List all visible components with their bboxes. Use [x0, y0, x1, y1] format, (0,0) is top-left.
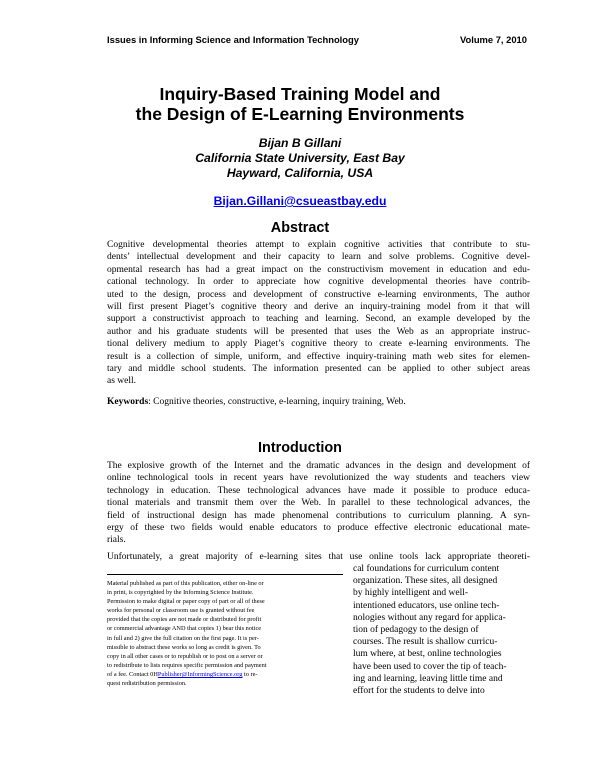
intro-line: tional materials and transmit them over the Web. In parallel to these technological advances, the	[107, 498, 530, 509]
footnote-line: or commercial advantage AND that copies 1) bear this notice	[107, 625, 262, 633]
intro-line: online technological tools in recent years have revolutionized the way students and teachers view	[107, 473, 530, 484]
footnote-text: of a fee. Contact 0H	[107, 670, 158, 678]
abstract-line: cational technology. In order to appreciate how cognitive developmental theories have contrib-	[107, 277, 530, 288]
author-name: Bijan B Gillani	[258, 136, 342, 150]
introduction-heading: Introduction	[258, 440, 342, 456]
abstract-line: author and his graduate students will be presented that uses the Web as an appropriate instruc-	[107, 326, 530, 337]
intro-line: The explosive growth of the Internet and the dramatic advances in the design and development of	[107, 461, 530, 471]
intro-line: field of instructional design has made phenomenal contributions to curriculum planning. A syn-	[107, 510, 530, 521]
keywords-text: : Cognitive theories, constructive, e-learning, inquiry training, Web.	[148, 397, 406, 407]
intro-line: Unfortunately, a great majority of e-learning sites that use online tools lack appropriate theoreti-	[107, 552, 530, 562]
author-block	[0, 136, 600, 181]
abstract-line: opmental research has had a great impact on the constructivism movement in education and edu-	[107, 264, 530, 275]
intro-line: ergy of these two fields would enable educators to produce effective electronic educational mate-	[107, 523, 530, 534]
abstract-line: uted to the design, process and development of constructive e-learning environments, The author	[107, 289, 530, 300]
intro-line: technology in education. These technological advances have made it possible to produce educa-	[107, 485, 530, 496]
author-affiliation: California State University, East Bay	[195, 151, 405, 165]
journal-name: Issues in Informing Science and Information Technology	[107, 34, 359, 45]
author-email-link[interactable]: Bijan.Gillani@csueastbay.edu	[213, 194, 387, 208]
abstract-heading: Abstract	[270, 220, 330, 236]
intro-line: rials.	[107, 535, 126, 546]
title-line-2: the Design of E-Learning Environments	[135, 104, 465, 124]
author-location: Hayward, California, USA	[226, 166, 374, 180]
abstract-line: dents’ intellectual development and their capacity to learn and solve problems. Cognitive devel-	[107, 252, 530, 263]
footnote-line: in print, is copyrighted by the Informing Science Institute.	[107, 589, 254, 597]
footnote-line: copy in all other cases or to republish or to post on a server or	[107, 652, 263, 660]
paper-title	[0, 84, 600, 124]
publisher-email-link[interactable]: Publisher@InformingScience.org	[157, 670, 243, 678]
intro-right-line: effort for the students to delve into	[353, 686, 485, 697]
footnote-line: quest redistribution permission.	[107, 680, 187, 688]
abstract-line: support a constructivist approach to teaching and learning. Second, an example developed by the	[107, 314, 530, 325]
introduction-right-column	[353, 563, 530, 697]
intro-right-line: nologies without any regard for applica-	[353, 612, 506, 623]
abstract-line: result is a collection of simple, uniform, and effective inquiry-training math web sites for elemen-	[107, 351, 530, 362]
keywords-label: Keywords	[107, 397, 149, 407]
intro-right-line: cal foundations for curriculum content	[353, 564, 500, 574]
introduction-paragraph-2-start	[107, 551, 530, 563]
intro-right-line: tion of pedagogy to the design of	[353, 625, 479, 636]
abstract-body	[107, 239, 530, 388]
footnote-line	[107, 670, 343, 679]
footnote-line: missible to abstract these works so long as credit is given. To	[107, 643, 261, 651]
intro-right-line: by highly intelligent and well-	[353, 588, 469, 599]
copyright-footnote	[107, 574, 343, 711]
volume-year: Volume 7, 2010	[459, 34, 527, 45]
abstract-line: as well.	[107, 376, 137, 387]
footnote-line: provided that the copies are not made or distributed for profit	[107, 616, 262, 624]
intro-right-line: courses. The result is shallow curricu-	[353, 637, 498, 648]
abstract-line: Cognitive developmental theories attempt to explain cognitive activities that contribute to stu-	[107, 240, 530, 250]
abstract-line: tary and middle school students. The information presented can be applied to other subject areas	[107, 364, 530, 375]
intro-right-line: lum where, at best, online technologies	[353, 649, 502, 660]
keywords-line	[107, 396, 530, 408]
footnote-text: to re-	[242, 670, 258, 678]
intro-right-line: ing and learning, leaving little time and	[353, 673, 503, 684]
abstract-line: tional delivery medium to apply Piaget’s cognitive theory to create e-learning environments. The	[107, 339, 530, 350]
intro-right-line: organization. These sites, all designed	[353, 576, 498, 587]
footnote-line: in full and 2) give the full citation on the first page. It is per-	[107, 634, 259, 642]
intro-right-line: intentioned educators, use online tech-	[353, 600, 500, 611]
footnote-line: to redistribute to lists requires specific permission and payment	[107, 661, 267, 669]
footnote-line: Permission to make digital or paper copy of part or all of these	[107, 598, 265, 606]
abstract-line: will first present Piaget’s cognitive theory and derive an inquiry-training model from it that will	[107, 302, 530, 313]
footnote-line: Material published as part of this publication, either on-line or	[107, 580, 264, 587]
footnote-line: works for personal or classroom use is granted without fee	[107, 607, 255, 615]
intro-right-line: have been used to cover the tip of teach-	[353, 661, 507, 672]
introduction-paragraph-1	[107, 460, 530, 547]
title-line-1: Inquiry-Based Training Model and	[159, 84, 441, 104]
running-header	[107, 34, 527, 45]
